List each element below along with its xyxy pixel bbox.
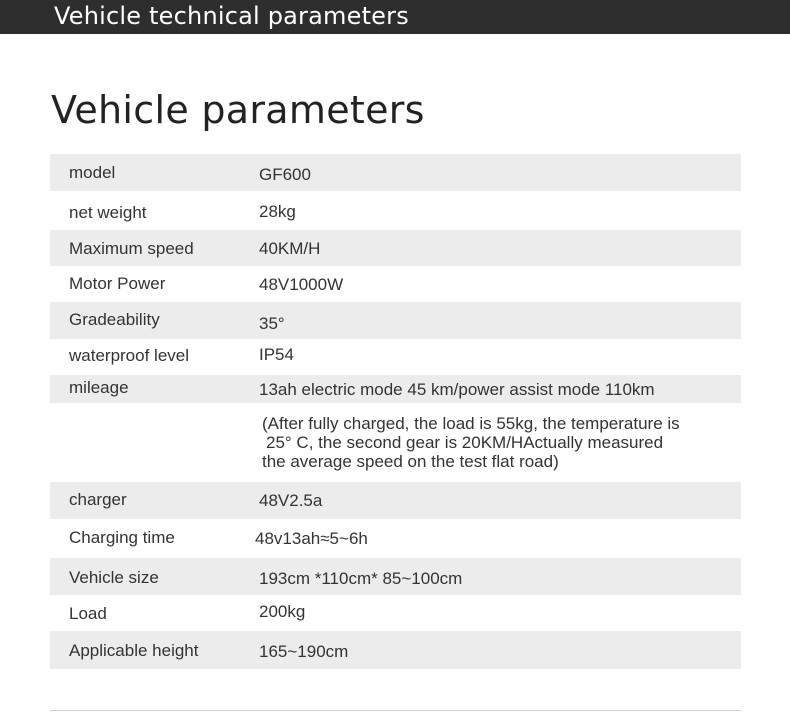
row-label: Vehicle size [69, 568, 159, 587]
bottom-divider [50, 710, 741, 711]
table-row [50, 191, 741, 228]
row-value: 48v13ah≈5~6h [255, 529, 368, 548]
page-title: Vehicle parameters [51, 88, 425, 132]
row-label: Gradeability [69, 310, 160, 329]
row-value: 165~190cm [259, 642, 349, 661]
table-row [50, 340, 741, 375]
table-row [50, 558, 741, 595]
row-value: 200kg [259, 602, 306, 621]
row-label: Maximum speed [69, 239, 194, 258]
row-value: 48V1000W [259, 275, 344, 294]
row-value: 35° [259, 314, 285, 333]
banner-title: Vehicle technical parameters [54, 2, 409, 30]
row-label: net weight [69, 203, 147, 222]
table-row [50, 519, 741, 558]
header-banner [0, 0, 790, 34]
row-label: Charging time [69, 528, 175, 547]
row-label: model [69, 163, 116, 182]
row-value: 48V2.5a [259, 491, 323, 510]
table-row [50, 230, 741, 266]
row-value: 193cm *110cm* 85~100cm [259, 569, 463, 588]
table-row [50, 595, 741, 631]
table-row [50, 375, 741, 403]
row-label: Load [69, 604, 107, 623]
table-row [50, 266, 741, 302]
row-label: mileage [69, 378, 129, 397]
table-row [50, 631, 741, 669]
table-row [50, 302, 741, 339]
mileage-note [262, 414, 732, 471]
mileage-note-line: the average speed on the test flat road) [262, 452, 559, 471]
row-value: 13ah electric mode 45 km/power assist mode 110km [259, 380, 655, 399]
row-label: Motor Power [69, 274, 166, 293]
table-row [50, 154, 741, 191]
row-value: IP54 [259, 345, 294, 364]
table-row [50, 482, 741, 519]
row-value: 40KM/H [259, 239, 321, 258]
row-label: charger [69, 490, 127, 509]
mileage-note-line: 25° C, the second gear is 20KM/HActually measured [266, 433, 664, 452]
row-label: Applicable height [69, 641, 199, 660]
row-label: waterproof level [69, 346, 190, 365]
mileage-note-line: (After fully charged, the load is 55kg, the temperature is [262, 414, 680, 433]
row-value: GF600 [259, 165, 311, 184]
row-value: 28kg [259, 202, 296, 221]
